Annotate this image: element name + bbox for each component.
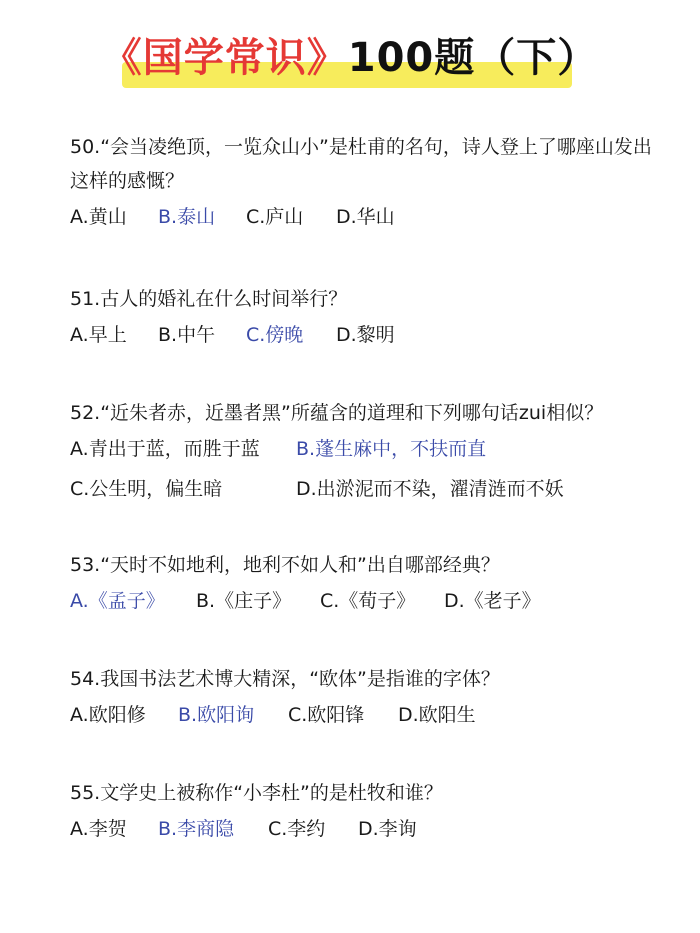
option-a: A.青出于蓝，而胜于蓝 (70, 438, 260, 460)
option-b-correct: B.欧阳询 (178, 704, 255, 726)
options-row (70, 582, 670, 622)
option-b: B.中午 (158, 324, 216, 346)
option-c: C.《荀子》 (320, 590, 416, 612)
option-a: A.早上 (70, 324, 127, 346)
question-52 (70, 396, 670, 510)
title-main: 《国学常识》 (101, 35, 348, 81)
question-text: 55.文学史上被称作“小李杜”的是杜牧和谁？ (70, 782, 443, 804)
options-row (70, 810, 670, 850)
option-b: B.《庄子》 (196, 590, 292, 612)
question-text: 51.古人的婚礼在什么时间举行？ (70, 288, 348, 310)
question-text: 53.“天时不如地利，地利不如人和”出自哪部经典？ (70, 554, 500, 576)
question-text: 52.“近朱者赤，近墨者黑”所蕴含的道理和下列哪句话zui相似？ (70, 402, 604, 424)
options-row (70, 470, 670, 510)
page-header (0, 18, 700, 88)
option-a-correct: A.《孟子》 (70, 590, 165, 612)
question-53 (70, 548, 670, 622)
option-c: C.公生明，偏生暗 (70, 478, 223, 500)
option-d: D.李询 (358, 818, 417, 840)
option-a: A.欧阳修 (70, 704, 146, 726)
options-row (70, 316, 670, 356)
option-c: C.李约 (268, 818, 326, 840)
option-a: A.李贺 (70, 818, 127, 840)
question-50 (70, 130, 670, 238)
option-d: D.黎明 (336, 324, 395, 346)
question-text: 50.“会当凌绝顶，一览众山小”是杜甫的名句，诗人登上了哪座山发出这样的感慨？ (70, 136, 652, 192)
question-55 (70, 776, 670, 850)
option-d: D.《老子》 (444, 590, 541, 612)
option-b-correct: B.蓬生麻中，不扶而直 (296, 438, 487, 460)
option-d: D.出淤泥而不染，濯清涟而不妖 (296, 478, 564, 500)
option-b-correct: B.泰山 (158, 206, 216, 228)
options-row (70, 198, 670, 238)
question-54 (70, 662, 670, 736)
option-d: D.欧阳生 (398, 704, 476, 726)
title-suffix: 100题（下） (347, 35, 599, 81)
option-a: A.黄山 (70, 206, 127, 228)
question-text: 54.我国书法艺术博大精深，“欧体”是指谁的字体？ (70, 668, 500, 690)
option-d: D.华山 (336, 206, 395, 228)
question-51 (70, 282, 670, 356)
options-row (70, 430, 670, 470)
option-b-correct: B.李商隐 (158, 818, 235, 840)
option-c-correct: C.傍晚 (246, 324, 304, 346)
option-c: C.欧阳锋 (288, 704, 365, 726)
options-row (70, 696, 670, 736)
option-c: C.庐山 (246, 206, 304, 228)
page-title (0, 26, 700, 83)
